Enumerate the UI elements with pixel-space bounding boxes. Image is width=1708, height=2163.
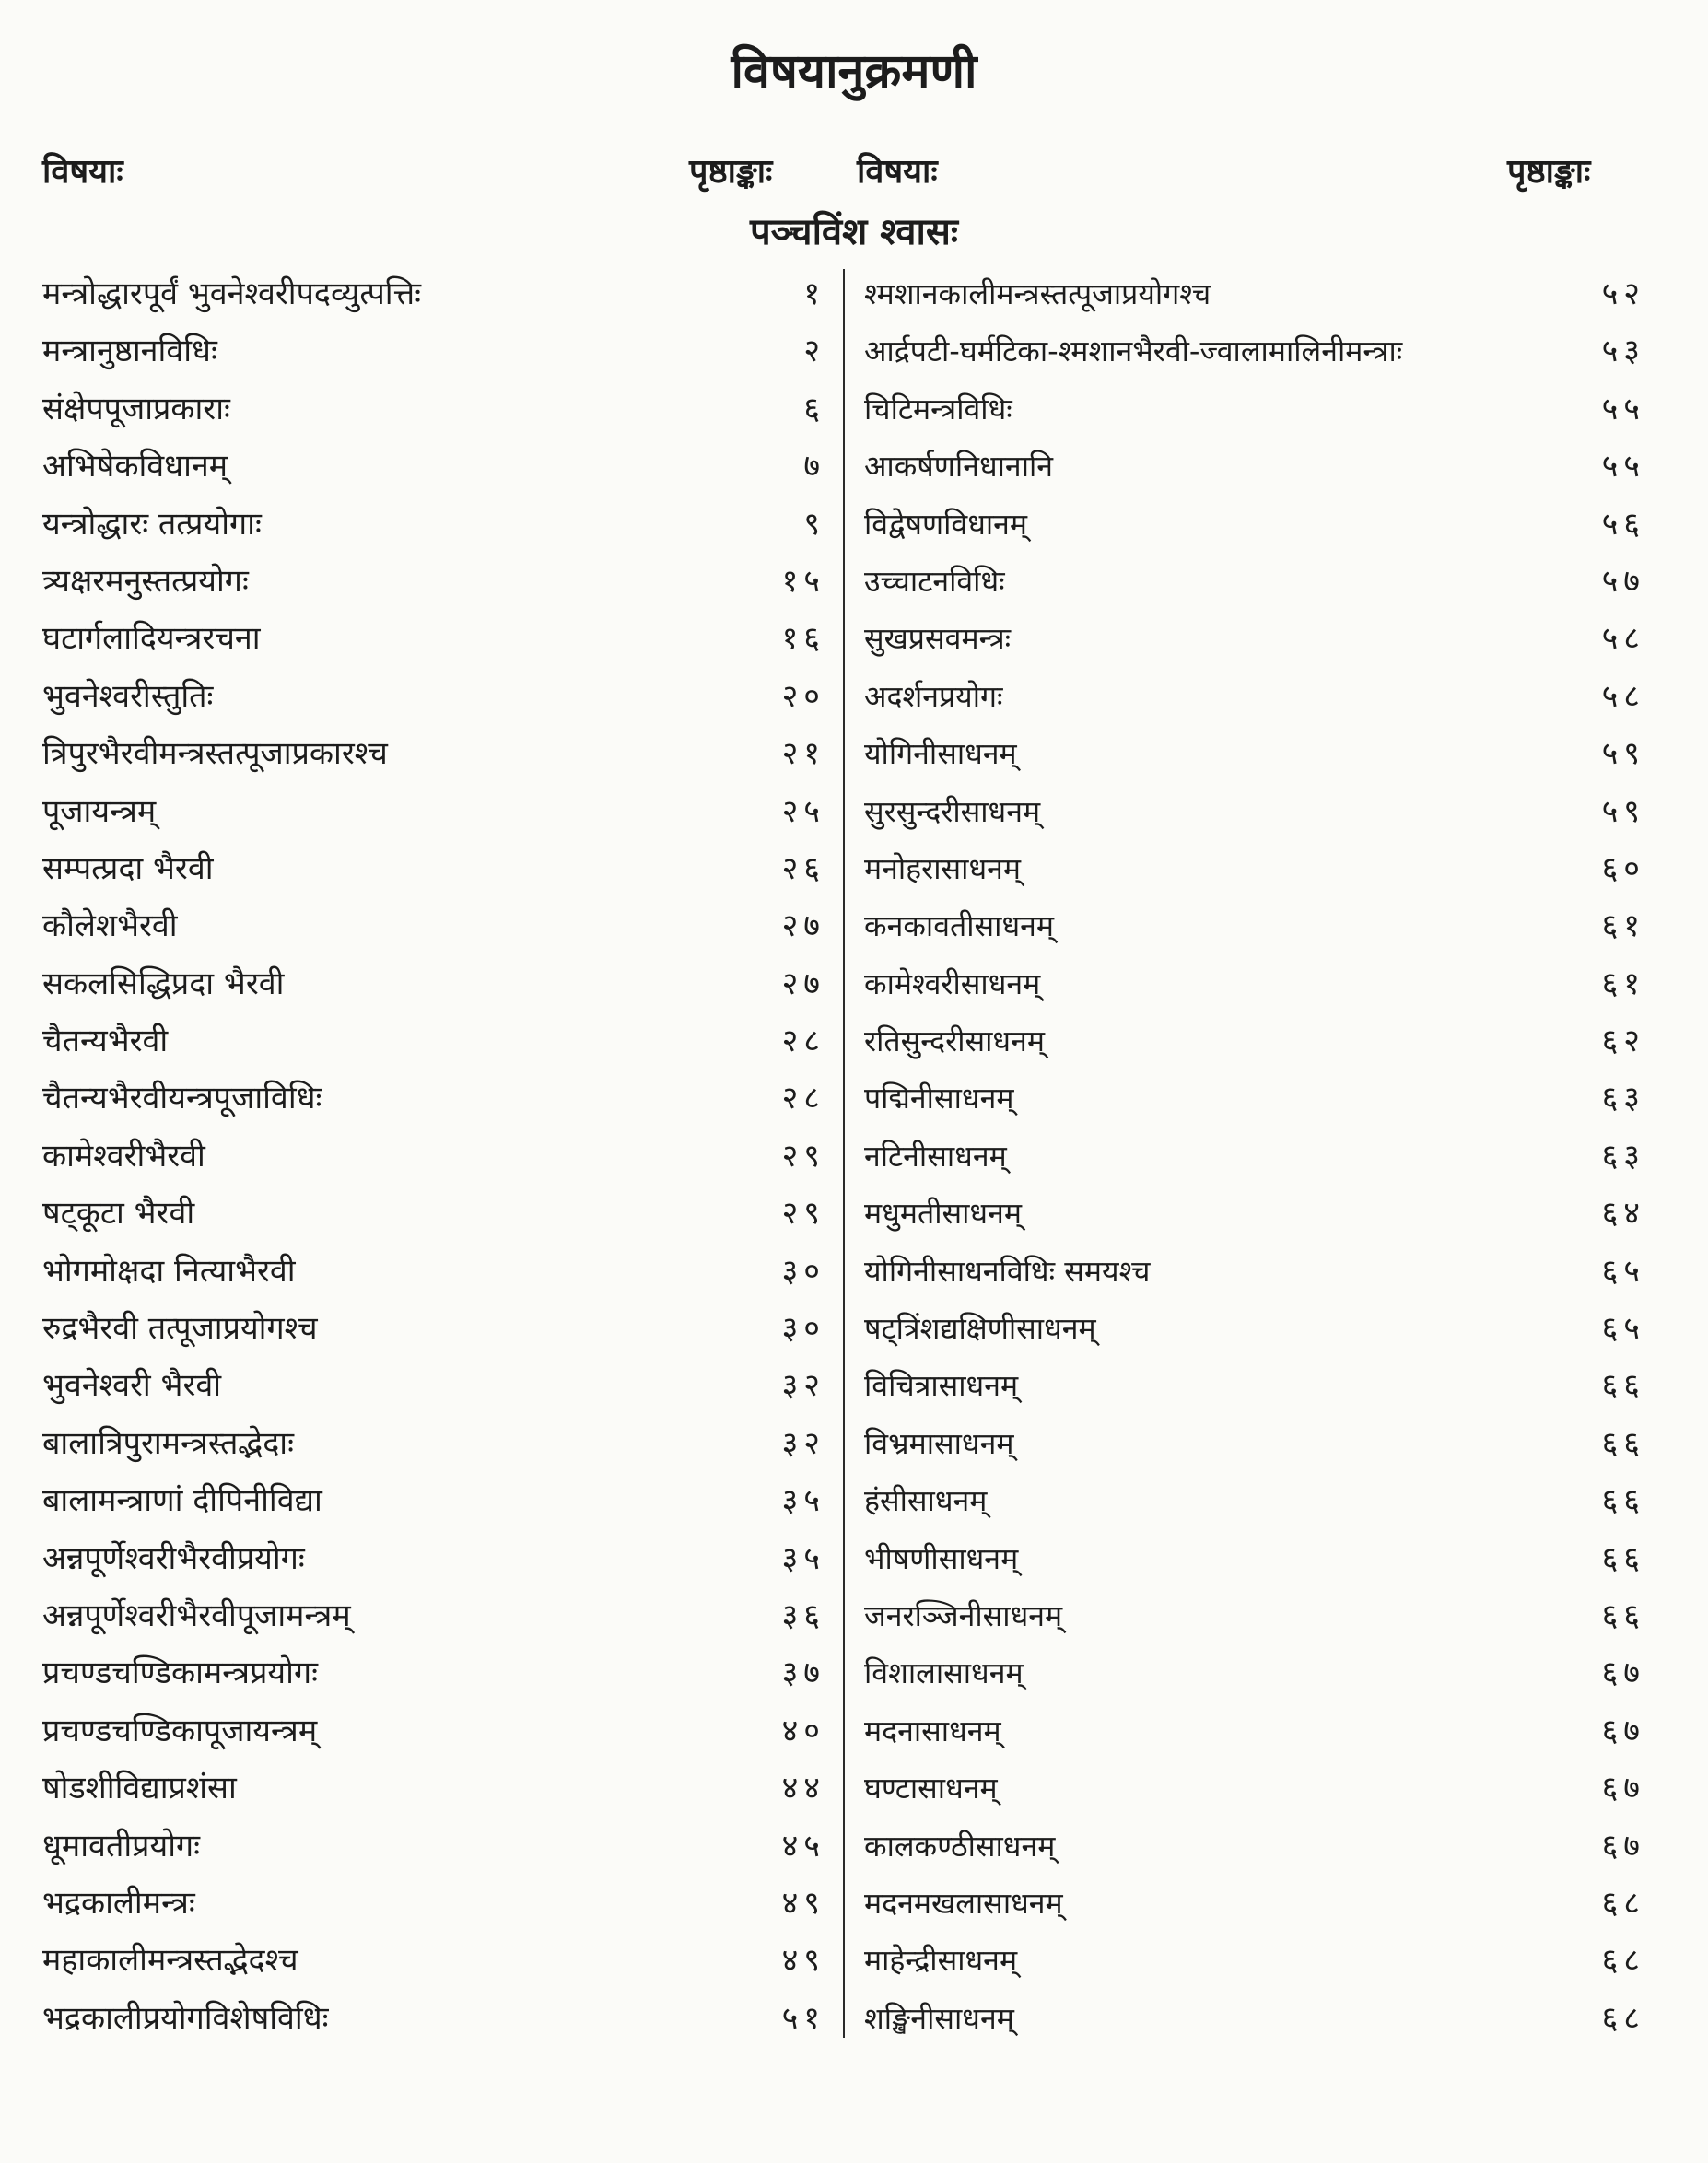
toc-entry-page: ६२ [1601, 1023, 1645, 1060]
toc-entry-page: ६७ [1601, 1770, 1645, 1807]
toc-entry-page: ५८ [1601, 677, 1645, 715]
left-column [42, 267, 825, 2045]
left-topic-header: विषयाः [42, 153, 123, 191]
toc-entry-topic: चिटिमन्त्रविधिः [864, 391, 1012, 427]
toc-entry [864, 670, 1645, 723]
toc-entry-page: ६७ [1601, 1654, 1645, 1692]
toc-entry [864, 1704, 1645, 1758]
toc-entry-topic: आकर्षणनिधानानि [864, 449, 1054, 485]
toc-entry-topic: महाकालीमन्त्रस्तद्भेदश्च [42, 1942, 298, 1980]
toc-entry-topic: सुरसुन्दरीसाधनम् [864, 793, 1041, 829]
toc-entry [864, 1245, 1645, 1298]
toc-entry-page: २५ [781, 792, 825, 830]
toc-entry-page: ६० [1601, 849, 1645, 887]
toc-entry [42, 1646, 825, 1700]
toc-entry-topic: रुद्रभैरवी तत्पूजाप्रयोगश्च [42, 1310, 318, 1348]
toc-entry-page: ६६ [1601, 1424, 1645, 1462]
toc-entry-page: ३६ [781, 1596, 825, 1634]
toc-entry-topic: जनरञ्जिनीसाधनम् [864, 1597, 1063, 1633]
toc-entry-page: २८ [781, 1080, 825, 1117]
toc-entry [42, 1014, 825, 1068]
section-title: पञ्चविंश श्वासः [749, 211, 959, 253]
toc-entry-topic: भोगमोक्षदा नित्याभैरवी [42, 1252, 296, 1290]
right-page-header: पृष्ठाङ्काः [1507, 153, 1591, 191]
toc-entry [864, 1071, 1645, 1125]
toc-entry-page: २१ [781, 735, 825, 773]
toc-entry-page: ७ [803, 448, 825, 485]
toc-entry-page: ४९ [781, 1884, 825, 1922]
toc-entry [42, 1934, 825, 1987]
toc-entry-topic: उच्चाटनविधिः [864, 563, 1005, 599]
toc-entry-page: ४५ [781, 1827, 825, 1865]
toc-entry-page: ५९ [1601, 735, 1645, 773]
toc-entry [864, 1589, 1645, 1643]
toc-entry-topic: घटार्गलादियन्त्ररचना [42, 620, 261, 658]
toc-entry-page: ५६ [1601, 505, 1645, 543]
toc-entry [42, 957, 825, 1011]
toc-entry-page: १५ [781, 562, 825, 600]
toc-entry [864, 727, 1645, 780]
toc-entry-topic: धूमावतीप्रयोगः [42, 1827, 201, 1865]
toc-entry-topic: मनोहरासाधनम् [864, 850, 1022, 886]
toc-entry-page: ३२ [781, 1367, 825, 1405]
toc-entry-topic: बालात्रिपुरामन्त्रस्तद्भेदाः [42, 1424, 294, 1462]
toc-entry-topic: कालकण्ठीसाधनम् [864, 1828, 1056, 1864]
toc-entry [864, 1474, 1645, 1527]
toc-entry-page: ३७ [781, 1654, 825, 1692]
toc-entry-topic: सम्पत्प्रदा भैरवी [42, 849, 214, 887]
toc-entry-topic: संक्षेपपूजाप्रकाराः [42, 390, 230, 427]
toc-entry-page: ४९ [781, 1942, 825, 1980]
toc-entry-topic: चैतन्यभैरवीयन्त्रपूजाविधिः [42, 1080, 322, 1117]
toc-entry [864, 1129, 1645, 1183]
toc-entry-page: ६८ [1601, 1884, 1645, 1922]
toc-entry [864, 1646, 1645, 1700]
toc-entry [42, 1071, 825, 1125]
toc-entry-page: २७ [781, 965, 825, 1002]
toc-entry [864, 1761, 1645, 1815]
toc-entry-page: २० [781, 677, 825, 715]
toc-entry [42, 497, 825, 551]
toc-entry [42, 1245, 825, 1298]
toc-entry [864, 1819, 1645, 1873]
toc-entry [42, 842, 825, 895]
toc-entry-topic: मन्त्रानुष्ठानविधिः [42, 333, 217, 370]
left-page-header: पृष्ठाङ्काः [689, 153, 773, 191]
toc-entry [42, 1704, 825, 1758]
toc-entry-page: ५३ [1601, 333, 1645, 370]
toc-entry-topic: विचित्रासाधनम् [864, 1368, 1019, 1404]
toc-entry-page: ३० [781, 1310, 825, 1348]
toc-entry-topic: मदनमखलासाधनम् [864, 1885, 1063, 1921]
toc-entry-topic: विशालासाधनम् [864, 1655, 1024, 1691]
toc-entry-page: ६१ [1601, 907, 1645, 945]
toc-entry-topic: रतिसुन्दरीसाधनम् [864, 1023, 1046, 1059]
toc-entry-topic: प्रचण्डचण्डिकामन्त्रप्रयोगः [42, 1654, 318, 1692]
toc-entry-topic: कामेश्वरीभैरवी [42, 1137, 205, 1175]
toc-entry [42, 1992, 825, 2045]
toc-entry [864, 1187, 1645, 1240]
toc-entry [42, 612, 825, 665]
toc-entry [42, 439, 825, 493]
toc-entry-topic: चैतन्यभैरवी [42, 1023, 169, 1060]
toc-entry-page: ३५ [781, 1482, 825, 1520]
toc-entry [864, 1014, 1645, 1068]
toc-entry-page: ६६ [1601, 1367, 1645, 1405]
page-title: विषयानुक्रमणी [731, 44, 977, 99]
toc-entry-page: ६६ [1601, 1539, 1645, 1577]
toc-entry-topic: अभिषेकविधानम् [42, 448, 228, 485]
toc-entry-topic: सुखप्रसवमन्त्रः [864, 621, 1012, 657]
toc-entry-topic: मन्त्रोद्धारपूर्वं भुवनेश्वरीपदव्युत्पत्तिः [42, 275, 421, 312]
toc-entry [42, 555, 825, 608]
toc-entry-topic: योगिनीसाधनविधिः समयश्च [864, 1253, 1151, 1289]
toc-entry [42, 899, 825, 953]
toc-entry-topic: षट्कूटा भैरवी [42, 1195, 195, 1233]
toc-entry-topic: पूजायन्त्रम् [42, 792, 157, 830]
toc-entry-page: २८ [781, 1023, 825, 1060]
toc-entry-topic: भद्रकालीमन्त्रः [42, 1884, 195, 1922]
toc-entry [42, 670, 825, 723]
toc-entry-topic: बालामन्त्राणां दीपिनीविद्या [42, 1482, 322, 1520]
toc-entry-page: ६५ [1601, 1310, 1645, 1348]
toc-entry [42, 1302, 825, 1355]
toc-entry [42, 1129, 825, 1183]
toc-entry-topic: भीषणीसाधनम् [864, 1540, 1019, 1576]
toc-entry-topic: कनकावतीसाधनम् [864, 908, 1055, 944]
toc-entry-topic: माहेन्द्रीसाधनम् [864, 1943, 1018, 1979]
toc-entry [864, 1359, 1645, 1412]
toc-entry-topic: त्रिपुरभैरवीमन्त्रस्तत्पूजाप्रकारश्च [42, 735, 388, 773]
toc-entry-topic: भुवनेश्वरी भैरवी [42, 1367, 222, 1405]
toc-entry-page: ६६ [1601, 1482, 1645, 1520]
toc-entry [864, 1934, 1645, 1987]
toc-entry-topic: विद्वेषणविधानम् [864, 506, 1028, 542]
toc-entry [864, 899, 1645, 953]
toc-entry-page: ५७ [1601, 562, 1645, 600]
toc-entry [42, 1761, 825, 1815]
toc-entry [42, 1877, 825, 1930]
toc-entry-topic: सकलसिद्धिप्रदा भैरवी [42, 965, 285, 1002]
toc-entry [864, 785, 1645, 838]
toc-entry [42, 727, 825, 780]
toc-entry-page: ६८ [1601, 1942, 1645, 1980]
toc-entry [864, 612, 1645, 665]
toc-entry-page: ३२ [781, 1424, 825, 1462]
toc-entry-page: ६७ [1601, 1712, 1645, 1749]
toc-entry [864, 1302, 1645, 1355]
toc-entry-topic: भुवनेश्वरीस्तुतिः [42, 677, 214, 715]
toc-entry-topic: षट्त्रिंशद्यक्षिणीसाधनम् [864, 1311, 1096, 1347]
toc-entry-page: ४४ [781, 1770, 825, 1807]
toc-entry-topic: कौलेशभैरवी [42, 907, 178, 945]
toc-entry-page: ६५ [1601, 1252, 1645, 1290]
toc-entry-topic: योगिनीसाधनम् [864, 736, 1017, 772]
toc-entry-topic: यन्त्रोद्धारः तत्प्रयोगाः [42, 505, 262, 543]
toc-entry [42, 382, 825, 436]
toc-entry-topic: विभ्रमासाधनम् [864, 1425, 1014, 1461]
toc-entry-page: ५५ [1601, 390, 1645, 427]
toc-entry [42, 324, 825, 378]
toc-entry [42, 1474, 825, 1527]
right-topic-header: विषयाः [857, 153, 938, 191]
toc-entry [864, 1877, 1645, 1930]
toc-entry [864, 267, 1645, 321]
toc-entry-page: ६१ [1601, 965, 1645, 1002]
toc-entry [864, 957, 1645, 1011]
toc-entry-page: २९ [781, 1195, 825, 1233]
toc-entry [864, 555, 1645, 608]
toc-entry-topic: पद्मिनीसाधनम् [864, 1081, 1014, 1117]
toc-entry-page: ५८ [1601, 620, 1645, 658]
toc-entry-page: २ [803, 333, 825, 370]
toc-entry [864, 324, 1645, 378]
toc-entry [864, 1532, 1645, 1585]
toc-entry [42, 1589, 825, 1643]
toc-entry-topic: अदर्शनप्रयोगः [864, 678, 1003, 714]
toc-entry [42, 785, 825, 838]
toc-entry-page: ३५ [781, 1539, 825, 1577]
toc-entry [42, 267, 825, 321]
toc-entry-topic: अन्नपूर्णेश्वरीभैरवीप्रयोगः [42, 1539, 305, 1577]
toc-entry-page: ४० [781, 1712, 825, 1749]
toc-entry-page: ६३ [1601, 1080, 1645, 1117]
toc-entry-topic: हंसीसाधनम् [864, 1483, 988, 1519]
toc-entry [864, 1992, 1645, 2045]
toc-entry-page: ५२ [1601, 275, 1645, 312]
toc-entry-page: ३० [781, 1252, 825, 1290]
toc-entry-topic: मधुमतीसाधनम् [864, 1196, 1022, 1232]
toc-entry-page: २७ [781, 907, 825, 945]
toc-entry [864, 842, 1645, 895]
toc-entry [864, 439, 1645, 493]
toc-entry-page: १ [803, 275, 825, 312]
toc-entry-page: ९ [803, 505, 825, 543]
toc-entry-topic: शङ्खिनीसाधनम् [864, 2000, 1014, 2036]
toc-entry-topic: श्मशानकालीमन्त्रस्तत्पूजाप्रयोगश्च [864, 276, 1211, 311]
toc-entry-page: २६ [781, 849, 825, 887]
right-column [864, 267, 1645, 2045]
toc-entry-page: ५५ [1601, 448, 1645, 485]
toc-entry [42, 1417, 825, 1470]
column-divider [843, 269, 845, 2038]
toc-entry-page: ५९ [1601, 792, 1645, 830]
toc-entry [864, 382, 1645, 436]
toc-entry-topic: मदनासाधनम् [864, 1713, 1001, 1748]
toc-entry [42, 1359, 825, 1412]
toc-entry-page: ६६ [1601, 1596, 1645, 1634]
toc-entry [42, 1187, 825, 1240]
toc-entry-topic: घण्टासाधनम् [864, 1771, 998, 1806]
toc-entry-page: ६३ [1601, 1137, 1645, 1175]
toc-entry [864, 497, 1645, 551]
toc-entry-topic: प्रचण्डचण्डिकापूजायन्त्रम् [42, 1712, 318, 1749]
toc-entry-page: ६४ [1601, 1195, 1645, 1233]
toc-entry-page: १६ [781, 620, 825, 658]
toc-entry-topic: षोडशीविद्याप्रशंसा [42, 1770, 237, 1807]
toc-entry-page: २९ [781, 1137, 825, 1175]
toc-entry-page: ६ [803, 390, 825, 427]
toc-entry-page: ५१ [781, 1999, 825, 2037]
toc-entry-topic: अन्नपूर्णेश्वरीभैरवीपूजामन्त्रम् [42, 1596, 351, 1634]
toc-entry [42, 1532, 825, 1585]
toc-entry-topic: कामेश्वरीसाधनम् [864, 965, 1041, 1001]
toc-entry-topic: आर्द्रपटी-घर्मटिका-श्मशानभैरवी-ज्वालामालिनीमन्त्राः [864, 333, 1403, 369]
toc-entry-page: ६७ [1601, 1827, 1645, 1865]
toc-entry [42, 1819, 825, 1873]
toc-entry-topic: नटिनीसाधनम् [864, 1138, 1007, 1174]
toc-entry-topic: भद्रकालीप्रयोगविशेषविधिः [42, 1999, 329, 2037]
toc-entry-page: ६८ [1601, 1999, 1645, 2037]
toc-entry-topic: त्र्यक्षरमनुस्तत्प्रयोगः [42, 562, 249, 600]
toc-entry [864, 1417, 1645, 1470]
